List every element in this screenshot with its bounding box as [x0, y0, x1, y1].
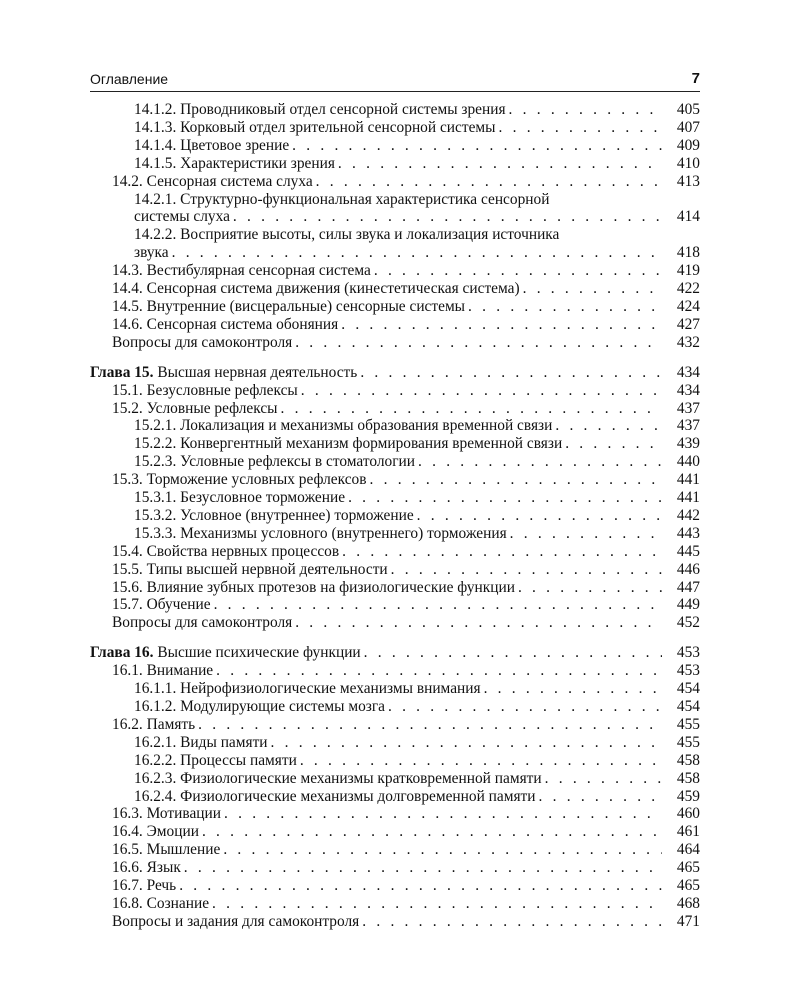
toc-entry[interactable]	[90, 823, 700, 841]
dot-leader	[360, 364, 662, 382]
toc-entry[interactable]	[90, 382, 700, 400]
toc-page-number: 434	[676, 363, 700, 381]
toc-entry[interactable]	[90, 471, 700, 489]
toc-entry-title: 14.1.3. Корковый отдел зрительной сенсорной системы	[134, 118, 496, 136]
dot-leader	[362, 913, 662, 931]
dot-leader	[223, 841, 662, 859]
toc-entry[interactable]	[90, 525, 700, 543]
toc-entry[interactable]	[90, 191, 700, 227]
toc-page-number: 447	[676, 578, 700, 596]
dot-leader	[510, 525, 662, 543]
toc-page-number: 405	[676, 101, 700, 118]
toc-page-number: 455	[676, 715, 700, 733]
toc-page-number: 434	[676, 381, 700, 399]
toc-entry-row	[112, 716, 700, 734]
toc-entry-title: 16.5. Мышление	[112, 841, 221, 859]
toc-page-number: 422	[676, 280, 700, 298]
toc-entry-title: 15.3. Торможение условных рефлексов	[112, 471, 367, 489]
toc-entry-title: 16.1. Внимание	[112, 662, 214, 680]
toc-page-number: 459	[676, 787, 700, 805]
toc-entry[interactable]	[90, 788, 700, 806]
toc-page-number: 465	[676, 877, 700, 895]
dot-leader	[198, 716, 662, 734]
dot-leader	[216, 662, 662, 680]
toc-entry-row	[112, 471, 700, 489]
toc-page-number: 453	[676, 644, 700, 662]
toc-entry-title: 14.5. Внутренние (висцеральные) сенсорные системы	[112, 297, 466, 315]
chapter-title: Высшие психические функции	[157, 644, 361, 662]
toc-entry-row	[112, 823, 700, 841]
toc-page-number: 460	[676, 805, 700, 823]
toc-entry-title: 15.7. Обучение	[112, 596, 211, 614]
toc-entry-row	[134, 119, 700, 137]
dot-leader	[179, 877, 662, 895]
toc-entry-title: 15.5. Типы высшей нервной деятельности	[112, 560, 388, 578]
toc-entry-row	[112, 579, 700, 597]
toc-entry-row	[112, 400, 700, 418]
toc-page-number: 471	[676, 912, 700, 930]
toc-entry[interactable]	[90, 680, 700, 698]
toc-entry-title: системы слуха	[134, 208, 230, 226]
dot-leader	[388, 698, 662, 716]
toc-entry-row	[134, 417, 700, 435]
toc-page-number: 440	[676, 453, 700, 471]
toc-entry-title: 15.1. Безусловные рефлексы	[112, 381, 298, 399]
toc-entry-title: звука	[134, 244, 169, 262]
toc-entry-title-line: 14.2.2. Восприятие высоты, силы звука и локализация источника	[134, 226, 560, 244]
dot-leader	[224, 805, 662, 823]
chapter-label: Глава 16.	[90, 644, 154, 662]
toc-entry-row	[134, 435, 700, 453]
toc-entry[interactable]	[90, 805, 700, 823]
toc-page-number: 446	[676, 560, 700, 578]
toc-entry-title: 14.2. Сенсорная система слуха	[112, 172, 313, 190]
toc-entry-row	[134, 698, 700, 716]
toc-page-number: 437	[676, 399, 700, 417]
toc-entry-row	[134, 680, 700, 698]
toc-entry[interactable]	[90, 543, 700, 561]
dot-leader	[271, 734, 662, 752]
toc-page-number: 452	[676, 614, 700, 632]
toc-entry-title: 16.2. Память	[112, 715, 196, 733]
toc-page-number: 449	[676, 596, 700, 614]
toc-entry[interactable]	[90, 770, 700, 788]
toc-page-number: 439	[676, 435, 700, 453]
toc-entry[interactable]	[90, 895, 700, 913]
toc-entry-title: 16.3. Мотивации	[112, 805, 221, 823]
toc-entry-title: 14.1.5. Характеристики зрения	[134, 154, 335, 172]
toc-chapter-block	[90, 364, 700, 633]
toc-entry-row	[112, 262, 700, 280]
toc-entry-title: 16.2.3. Физиологические механизмы кратковременной памяти	[134, 769, 542, 787]
toc-chapter-block	[90, 644, 700, 931]
toc-entry-row	[112, 561, 700, 579]
toc-entry[interactable]	[90, 877, 700, 895]
dot-leader	[555, 417, 662, 435]
dot-leader	[468, 298, 662, 316]
toc-entry[interactable]	[90, 334, 700, 352]
toc-entry-row	[112, 662, 700, 680]
toc-entry-row	[112, 316, 700, 334]
toc-entry[interactable]	[90, 453, 700, 471]
toc-entry[interactable]	[90, 137, 700, 155]
dot-leader	[348, 489, 662, 507]
toc-page-number: 453	[676, 662, 700, 680]
toc-entry-row	[134, 525, 700, 543]
dot-leader	[281, 400, 663, 418]
toc-entry-row	[90, 644, 700, 662]
toc-entry-row	[112, 859, 700, 877]
dot-leader	[316, 173, 662, 191]
toc-entry[interactable]	[90, 280, 700, 298]
toc-page-number: 441	[676, 489, 700, 507]
toc-page-number: 454	[676, 698, 700, 715]
toc-entry[interactable]	[90, 579, 700, 597]
toc-page-number: 455	[676, 733, 700, 751]
toc-entry-row	[112, 382, 700, 400]
toc-entry-title: 15.3.1. Безусловное торможение	[134, 489, 346, 507]
dot-leader	[202, 823, 662, 841]
dot-leader	[509, 101, 662, 119]
dot-leader	[418, 453, 662, 471]
toc-entry-title: 16.2.2. Процессы памяти	[134, 751, 297, 769]
toc-entry-row	[112, 841, 700, 859]
dot-leader	[484, 680, 662, 698]
dot-leader	[499, 119, 663, 137]
toc-entry-title: 16.1.2. Модулирующие системы мозга	[134, 698, 385, 715]
toc-entry[interactable]	[90, 913, 700, 931]
chapter-label: Глава 15.	[90, 363, 154, 381]
dot-leader	[391, 561, 662, 579]
toc-entry[interactable]	[90, 316, 700, 334]
chapter-title: Высшая нервная деятельность	[157, 363, 358, 381]
toc-entry[interactable]	[90, 859, 700, 877]
toc-entry-row	[112, 298, 700, 316]
toc-entry-row	[112, 543, 700, 561]
toc-entry-title: 15.2.3. Условные рефлексы в стоматологии	[134, 453, 415, 471]
toc-entry-row	[134, 453, 700, 471]
toc-entry[interactable]	[90, 614, 700, 632]
dot-leader	[300, 752, 662, 770]
toc-entry-row	[112, 614, 700, 632]
toc-entry[interactable]	[90, 101, 700, 119]
toc-entry-title: 16.2.4. Физиологические механизмы долговременной памяти	[134, 787, 536, 805]
table-of-contents	[90, 101, 700, 943]
toc-entry-row	[112, 895, 700, 913]
toc-entry[interactable]	[90, 298, 700, 316]
toc-entry-title: 15.6. Влияние зубных протезов на физиологические функции	[112, 578, 515, 596]
toc-page-number: 443	[676, 524, 700, 542]
dot-leader	[233, 208, 662, 226]
toc-page-number: 432	[676, 333, 700, 351]
toc-page-number: 410	[676, 154, 700, 172]
toc-page-number: 458	[676, 769, 700, 787]
toc-entry-title: Вопросы и задания для самоконтроля	[112, 912, 360, 930]
toc-entry-title: 16.1.1. Нейрофизиологические механизмы внимания	[134, 680, 481, 698]
toc-entry[interactable]	[90, 734, 700, 752]
toc-entry-row	[134, 734, 700, 752]
toc-entry-row	[134, 752, 700, 770]
dot-leader	[370, 471, 663, 489]
toc-entry[interactable]	[90, 841, 700, 859]
toc-entry-title: 14.6. Сенсорная система обоняния	[112, 315, 339, 333]
toc-entry-row	[112, 334, 700, 352]
toc-entry-row	[134, 155, 700, 173]
page-header	[90, 69, 700, 92]
dot-leader	[301, 382, 662, 400]
toc-entry-row	[134, 137, 700, 155]
toc-page-number: 441	[676, 471, 700, 489]
toc-entry[interactable]	[90, 507, 700, 525]
toc-entry-title: 16.2.1. Виды памяти	[134, 733, 268, 751]
toc-entry-title: 14.3. Вестибулярная сенсорная система	[112, 262, 371, 280]
toc-entry-title: 15.4. Свойства нервных процессов	[112, 542, 340, 560]
page-number: 7	[691, 70, 700, 87]
toc-entry-title: Вопросы для самоконтроля	[112, 333, 293, 351]
dot-leader	[364, 644, 662, 662]
toc-entry-title: 14.1.4. Цветовое зрение	[134, 136, 290, 154]
toc-entry-row	[134, 208, 700, 226]
toc-entry-row	[134, 244, 700, 262]
dot-leader	[295, 614, 662, 632]
toc-entry[interactable]	[90, 155, 700, 173]
toc-entry[interactable]	[90, 596, 700, 614]
dot-leader	[341, 316, 662, 334]
toc-page-number: 424	[676, 297, 700, 315]
toc-page-number: 458	[676, 751, 700, 769]
toc-page-number: 464	[676, 841, 700, 859]
toc-entry-row	[112, 596, 700, 614]
dot-leader	[172, 244, 662, 262]
toc-entry-title	[90, 644, 361, 662]
dot-leader	[539, 788, 662, 806]
dot-leader	[214, 596, 662, 614]
toc-entry-row	[134, 507, 700, 525]
toc-page-number: 445	[676, 542, 700, 560]
toc-entry-title: 15.2. Условные рефлексы	[112, 399, 278, 417]
dot-leader	[374, 262, 662, 280]
dot-leader	[417, 507, 662, 525]
toc-page-number: 427	[676, 315, 700, 333]
toc-entry[interactable]	[90, 716, 700, 734]
toc-entry[interactable]	[90, 364, 700, 382]
toc-entry[interactable]	[90, 173, 700, 191]
dot-leader	[338, 155, 662, 173]
toc-page-number: 442	[676, 506, 700, 524]
toc-page-number: 465	[676, 859, 700, 877]
dot-leader	[292, 137, 662, 155]
toc-entry[interactable]	[90, 119, 700, 137]
toc-page-number: 437	[676, 417, 700, 435]
toc-entry-title: 15.3.3. Механизмы условного (внутреннего) торможения	[134, 524, 507, 542]
toc-entry-row	[134, 101, 700, 119]
toc-entry-title: 15.3.2. Условное (внутреннее) торможение	[134, 506, 414, 524]
toc-entry-title: 15.2.1. Локализация и механизмы образования временной связи	[134, 417, 553, 435]
toc-entry-title: 14.1.2. Проводниковый отдел сенсорной системы зрения	[134, 101, 506, 118]
toc-entry[interactable]	[90, 752, 700, 770]
dot-leader	[295, 334, 662, 352]
toc-entry-row	[134, 489, 700, 507]
toc-entry-title	[90, 364, 357, 382]
toc-page-number: 419	[676, 262, 700, 280]
toc-page-number: 454	[676, 680, 700, 698]
toc-entry[interactable]	[90, 226, 700, 262]
toc-entry-row	[112, 805, 700, 823]
running-head-title: Оглавление	[90, 71, 169, 87]
toc-entry[interactable]	[90, 417, 700, 435]
toc-page-number: 414	[676, 208, 700, 226]
toc-entry[interactable]	[90, 644, 700, 662]
toc-page-number: 413	[676, 172, 700, 190]
toc-page-number: 409	[676, 136, 700, 154]
toc-entry-row	[90, 364, 700, 382]
toc-entry-title: 14.4. Сенсорная система движения (кинестетическая система)	[112, 280, 520, 298]
dot-leader	[212, 895, 662, 913]
toc-entry[interactable]	[90, 489, 700, 507]
dot-leader	[518, 579, 662, 597]
toc-entry-title: 16.8. Сознание	[112, 894, 210, 912]
toc-entry-row	[134, 770, 700, 788]
toc-entry[interactable]	[90, 698, 700, 716]
toc-entry-row	[134, 788, 700, 806]
dot-leader	[523, 280, 662, 298]
dot-leader	[184, 859, 662, 877]
toc-entry[interactable]	[90, 435, 700, 453]
toc-entry-title: 16.6. Язык	[112, 859, 181, 877]
toc-entry-row	[112, 877, 700, 895]
toc-page-number: 461	[676, 823, 700, 841]
toc-entry-title: 15.2.2. Конвергентный механизм формирования временной связи	[134, 435, 563, 453]
toc-entry-row	[112, 280, 700, 298]
toc-entry-title-line: 14.2.1. Структурно-функциональная характеристика сенсорной	[134, 190, 550, 208]
toc-entry-title: 16.4. Эмоции	[112, 823, 199, 841]
dot-leader	[342, 543, 662, 561]
toc-page-number: 468	[676, 894, 700, 912]
toc-page-number: 407	[676, 118, 700, 136]
toc-entry[interactable]	[90, 662, 700, 680]
toc-chapter-block	[90, 101, 700, 352]
dot-leader	[545, 770, 662, 788]
toc-entry[interactable]	[90, 561, 700, 579]
toc-entry[interactable]	[90, 262, 700, 280]
toc-entry-row	[112, 913, 700, 931]
toc-entry-title: Вопросы для самоконтроля	[112, 614, 293, 632]
toc-entry-row	[112, 173, 700, 191]
dot-leader	[565, 435, 662, 453]
toc-entry[interactable]	[90, 400, 700, 418]
toc-page-number: 418	[676, 244, 700, 262]
toc-entry-title: 16.7. Речь	[112, 877, 177, 895]
